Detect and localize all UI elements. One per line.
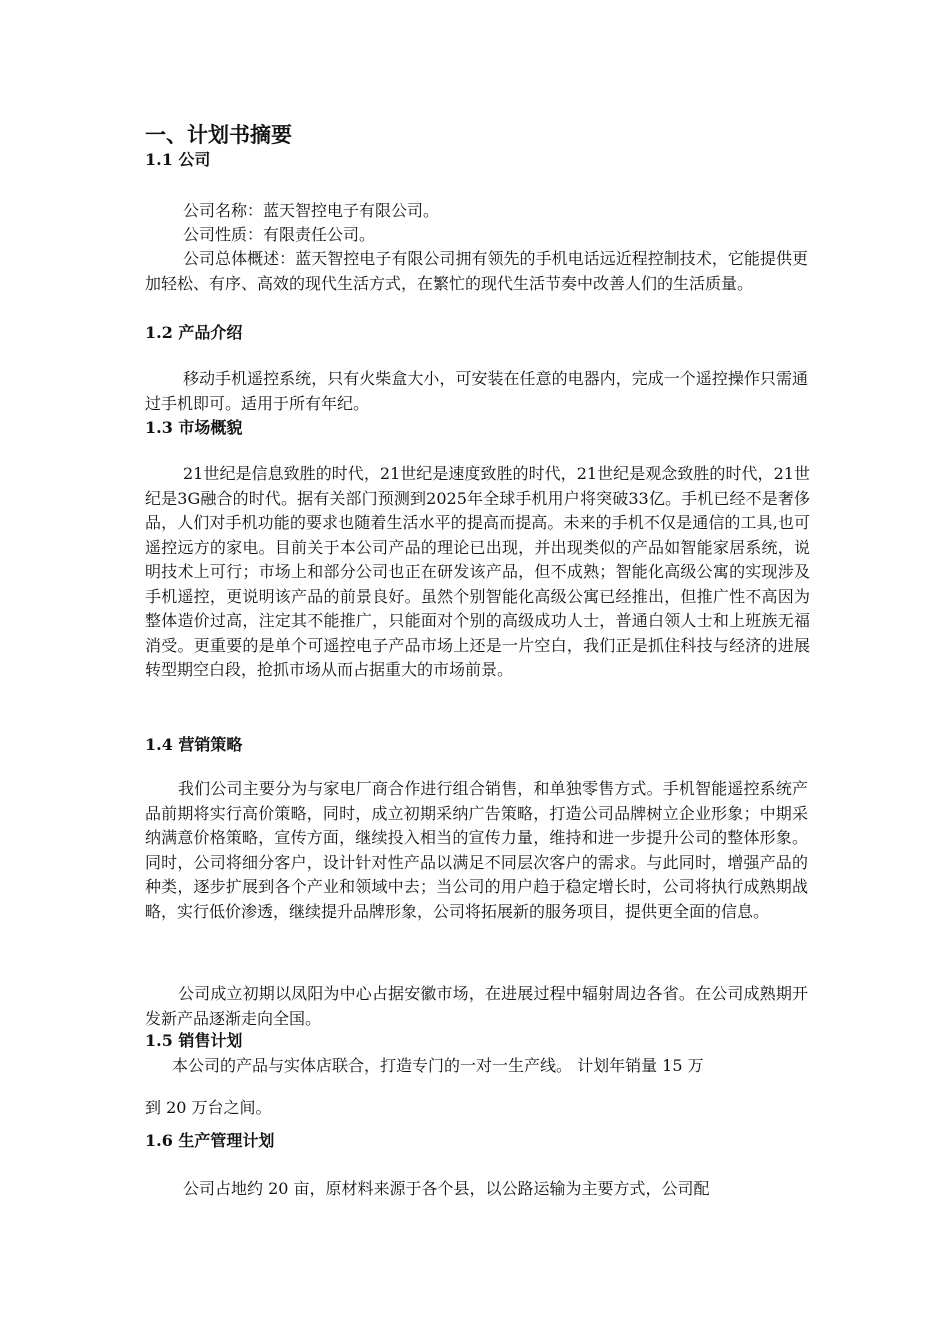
- section-1-5-heading: 1.5 销售计划: [145, 1031, 243, 1050]
- section-1-6-heading: 1.6 生产管理计划: [145, 1131, 275, 1150]
- marketing-strategy-paragraph: 我们公司主要分为与家电厂商合作进行组合销售，和单独零售方式。手机智能遥控系统产品前期将实行高价策略，同时，成立初期采纳广告策略，打造公司品牌树立企业形象；中期采纳满意价格策略，宣传方面，继续投入相当的宣传力量，维持和进一步提升公司的整体形象。同时，公司将细分客户，设计针对性产品以满足不同层次客户的需求。与此同时，增强产品的种类，逐步扩展到各个产业和领域中去；当公司的用户趋于稳定增长时，公司将执行成熟期战略，实行低价渗透，继续提升品牌形象，公司将拓展新的服务项目，提供更全面的信息。: [145, 779, 808, 921]
- production-plan-line-1: 公司占地约 20 亩，原材料来源于各个县，以公路运输为主要方式，公司配: [183, 1179, 710, 1198]
- main-heading: 一、计划书摘要: [145, 122, 292, 147]
- marketing-expansion-paragraph: 公司成立初期以凤阳为中心占据安徽市场，在进展过程中辐射周边各省。在公司成熟期开发新产品逐渐走向全国。: [145, 984, 808, 1028]
- section-1-4-heading: 1.4 营销策略: [145, 735, 243, 754]
- market-overview-paragraph: 21世纪是信息致胜的时代，21世纪是速度致胜的时代，21世纪是观念致胜的时代，21世纪是3G融合的时代。据有关部门预测到2025年全球手机用户将突破33亿。手机已经不是奢侈品，人们对手机功能的要求也随着生活水平的提高而提高。未来的手机不仅是通信的工具,也可遥控远方的家电。目前关于本公司产品的理论已出现，并出现类似的产品如智能家居系统，说明技术上可行；市场上和部分公司也正在研发该产品，但不成熟；智能化高级公寓的实现涉及手机遥控，更说明该产品的前景良好。虽然个别智能化高级公寓已经推出，但推广性不高因为整体造价过高，注定其不能推广，只能面对个别的高级成功人士，普通白领人士和上班族无福消受。更重要的是单个可遥控电子产品市场上还是一片空白，我们正是抓住科技与经济的进展转型期空白段，抢抓市场从而占据重大的市场前景。: [145, 464, 810, 679]
- product-intro-paragraph: 移动手机遥控系统，只有火柴盒大小，可安装在任意的电器内，完成一个遥控操作只需通过手机即可。适用于所有年纪。: [145, 369, 808, 413]
- section-1-2-heading: 1.2 产品介绍: [145, 323, 243, 342]
- company-name-line: 公司名称：蓝天智控电子有限公司。: [183, 201, 440, 220]
- company-overview-paragraph: 公司总体概述：蓝天智控电子有限公司拥有领先的手机电话远近程控制技术，它能提供更加轻松、有序、高效的现代生活方式，在繁忙的现代生活节奏中改善人们的生活质量。: [145, 249, 808, 293]
- section-1-1-heading: 1.1 公司: [145, 150, 211, 169]
- sales-plan-line-1: 本公司的产品与实体店联合，打造专门的一对一生产线。 计划年销量 15 万: [172, 1056, 704, 1075]
- company-nature-line: 公司性质：有限责任公司。: [183, 225, 376, 244]
- section-1-3-heading: 1.3 市场概貌: [145, 418, 243, 437]
- sales-plan-line-2: 到 20 万台之间。: [145, 1098, 272, 1117]
